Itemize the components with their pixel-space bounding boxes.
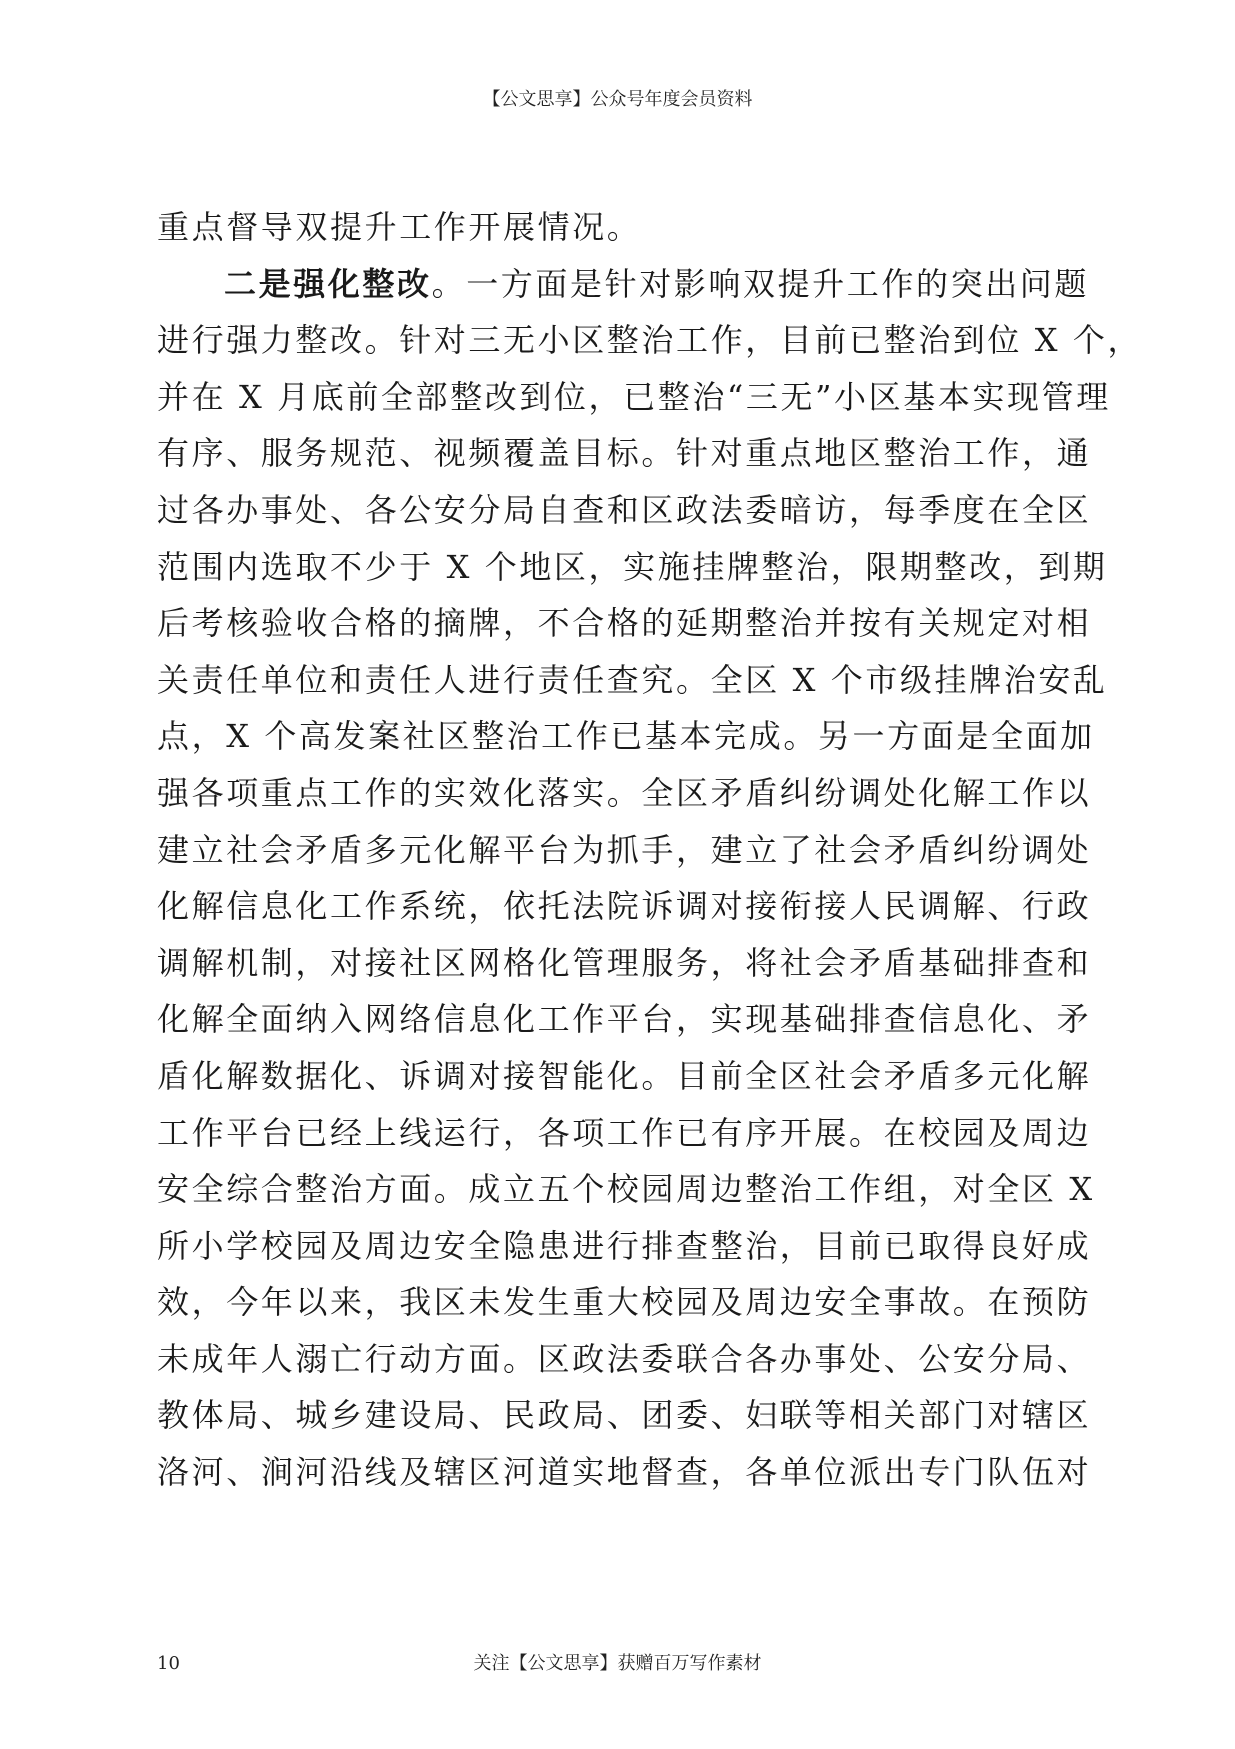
body-line xyxy=(157,256,1090,313)
page-footer xyxy=(0,1652,1235,1676)
body-line: 洛河、涧河沿线及辖区河道实地督查，各单位派出专门队伍对 xyxy=(157,1453,1092,1492)
body-line: 教体局、城乡建设局、民政局、团委、妇联等相关部门对辖区 xyxy=(157,1396,1092,1435)
body-line: 有序、服务规范、视频覆盖目标。针对重点地区整治工作，通 xyxy=(157,434,1092,473)
body-line: 关责任单位和责任人进行责任查究。全区 X 个市级挂牌治安乱 xyxy=(157,660,1108,699)
body-line: 进行强力整改。针对三无小区整治工作，目前已整治到位 X 个， xyxy=(157,321,1143,360)
body-line-text: 。一方面是针对影响双提升工作的突出问题 xyxy=(431,264,1090,303)
body-line: 化解全面纳入网络信息化工作平台，实现基础排查信息化、矛 xyxy=(157,1000,1092,1039)
body-line: 安全综合整治方面。成立五个校园周边整治工作组，对全区 X xyxy=(157,1170,1095,1209)
body-line: 点，X 个高发案社区整治工作已基本完成。另一方面是全面加 xyxy=(157,717,1095,756)
body-line: 范围内选取不少于 X 个地区，实施挂牌整治，限期整改，到期 xyxy=(157,547,1108,586)
body-line: 工作平台已经上线运行，各项工作已有序开展。在校园及周边 xyxy=(157,1113,1092,1152)
body-line: 建立社会矛盾多元化解平台为抓手，建立了社会矛盾纠纷调处 xyxy=(157,830,1092,869)
body-line: 过各办事处、各公安分局自查和区政法委暗访，每季度在全区 xyxy=(157,490,1092,529)
body-line: 后考核验收合格的摘牌，不合格的延期整治并按有关规定对相 xyxy=(157,604,1092,643)
bold-lead-text: 二是强化整改 xyxy=(224,264,432,303)
body-line: 盾化解数据化、诉调对接智能化。目前全区社会矛盾多元化解 xyxy=(157,1056,1092,1095)
body-line: 调解机制，对接社区网格化管理服务，将社会矛盾基础排查和 xyxy=(157,943,1092,982)
page-header: 【公文思享】公众号年度会员资料 xyxy=(482,89,753,110)
body-line: 强各项重点工作的实效化落实。全区矛盾纠纷调处化解工作以 xyxy=(157,773,1092,812)
page-number: 10 xyxy=(157,1653,180,1674)
document-body xyxy=(157,199,1143,1501)
body-line: 化解信息化工作系统，依托法院诉调对接衔接人民调解、行政 xyxy=(157,887,1092,926)
body-line: 未成年人溺亡行动方面。区政法委联合各办事处、公安分局、 xyxy=(157,1339,1092,1378)
body-line: 重点督导双提升工作开展情况。 xyxy=(157,208,642,246)
body-line: 所小学校园及周边安全隐患进行排查整治，目前已取得良好成 xyxy=(157,1226,1092,1265)
body-line: 并在 X 月底前全部整改到位，已整治“三无”小区基本实现管理 xyxy=(157,377,1111,416)
body-line: 效，今年以来，我区未发生重大校园及周边安全事故。在预防 xyxy=(157,1283,1092,1322)
body-paragraph xyxy=(157,256,1143,1501)
footer-note: 关注【公文思享】获赠百万写作素材 xyxy=(473,1653,762,1674)
